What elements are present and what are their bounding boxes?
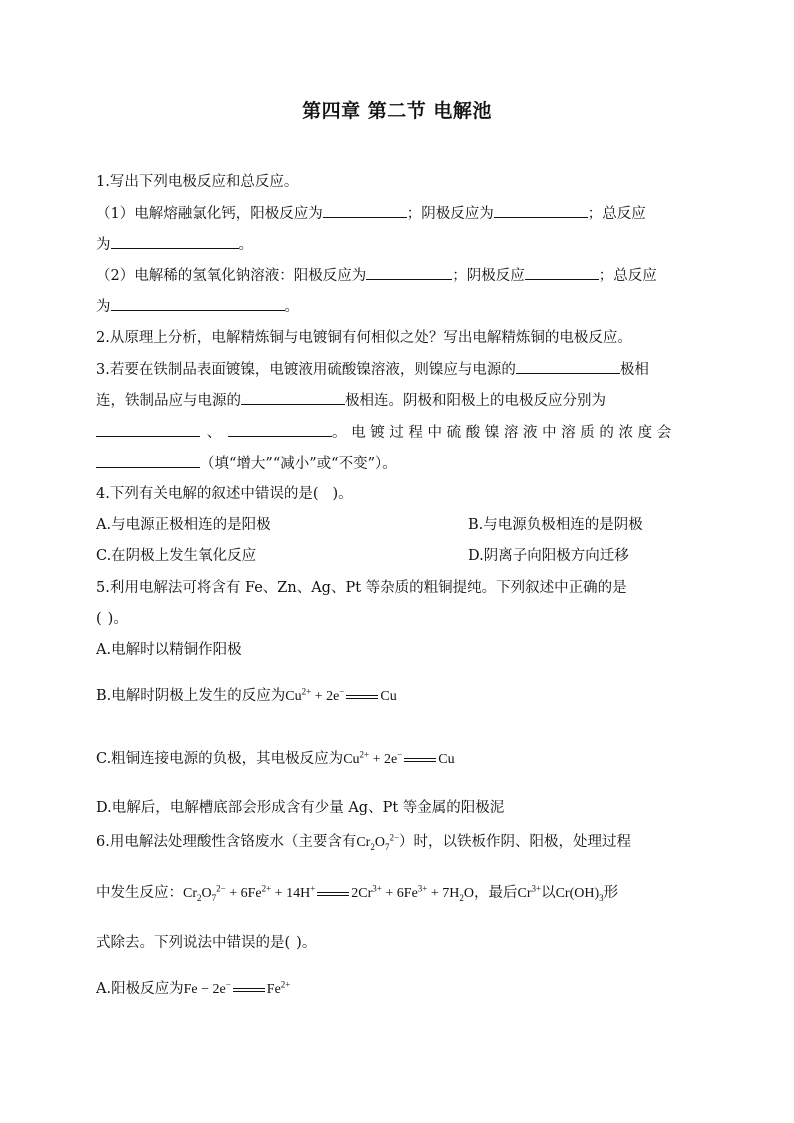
q6-option-a: [96, 979, 700, 1000]
q3-separator: 、: [206, 425, 222, 441]
formula-sub: 7: [384, 841, 390, 852]
q5-option-b-text: B.电解时阴极上发生的反应为: [96, 688, 286, 704]
formula-plus: +: [225, 886, 241, 901]
formula-croh: Cr(OH): [555, 886, 600, 901]
formula-sub: 2: [197, 892, 202, 903]
formula-electrons: + 2e: [311, 689, 340, 704]
formula-product: Cu: [438, 752, 455, 767]
q6-option-a-formula: [183, 979, 291, 997]
q6-line3: [96, 933, 700, 953]
q6-text-2a: 中发生反应：: [96, 885, 183, 901]
q3-text-2a: 连，铁制品应与电源的: [96, 393, 241, 409]
q1-part1-text-c: ；总反应: [587, 206, 646, 222]
q6-dichromate-formula: [356, 832, 400, 852]
q1-part2-text-b: ；阴极反应: [452, 268, 525, 284]
q6-text-2d: 形: [603, 885, 619, 901]
q2-stem: 2.从原理上分析，电解精炼铜与电镀铜有何相似之处？写出电解精炼铜的电极反应。: [96, 330, 632, 346]
q6-text-1a: 6.用电解法处理酸性含铬废水（主要含有: [96, 834, 357, 850]
q1-part2-total-blank[interactable]: [111, 296, 285, 311]
q1-part1-line1: [96, 203, 700, 224]
q5-paren-line: [96, 609, 700, 629]
q6-reaction-formula: [183, 883, 475, 903]
q1-part1-cathode-blank[interactable]: [494, 203, 588, 218]
equals-sign: [344, 691, 380, 703]
q3-line3: [96, 422, 700, 443]
q3-line4: [96, 453, 700, 474]
q6-cr-ion: [517, 883, 542, 901]
formula-water: 7H: [442, 886, 460, 901]
equals-sign: [231, 984, 267, 996]
formula-h: 14H: [286, 886, 311, 901]
equals-sign: [402, 754, 438, 766]
formula-o: O: [463, 886, 475, 901]
formula-charge: 3+: [372, 883, 382, 894]
q5-stem: 5.利用电解法可将含有 Fe、Zn、Ag、Pt 等杂质的粗铜提纯。下列叙述中正确的是: [96, 580, 627, 596]
formula-charge: 3+: [417, 883, 428, 894]
q3-anode-reaction-blank[interactable]: [228, 422, 332, 437]
formula-cr: Cr: [517, 886, 532, 901]
formula-fe: 6Fe: [240, 886, 262, 901]
formula-charge: 2−: [216, 883, 226, 894]
q4-option-b: B.与电源负极相连的是阴极: [468, 517, 643, 533]
q3-iron-pole-blank[interactable]: [241, 390, 345, 405]
q6-hydroxide: [556, 886, 604, 901]
formula-fe-product: 6Fe: [396, 886, 418, 901]
formula-electron-charge: −: [397, 749, 403, 760]
q1-stem: 1.写出下列电极反应和总反应。: [96, 174, 299, 190]
formula-charge: 2+: [280, 979, 291, 990]
formula-sub: 2: [370, 841, 375, 852]
q1-part2-line2: [96, 296, 700, 317]
formula-o: O: [374, 835, 385, 850]
formula-cu: Cu: [285, 689, 302, 704]
q1-part1-text-a: （1）电解熔融氯化钙，阳极反应为: [96, 206, 323, 222]
q3-text-2b: 极相连。阴极和阳极上的电极反应分别为: [345, 393, 606, 409]
q6-line1: [96, 832, 700, 853]
q6-line2: [96, 883, 700, 904]
formula-plus: +: [381, 886, 397, 901]
formula-o: O: [201, 886, 212, 901]
formula-sub: 7: [211, 892, 217, 903]
q4-stem-text: 4.下列有关电解的叙述中错误的是(: [96, 486, 319, 502]
q5-option-a: A.电解时以精铜作阳极: [96, 642, 242, 658]
q1-part1-text-b: ；阴极反应为: [406, 206, 494, 222]
q1-part2-end: 。: [284, 299, 299, 315]
equals-sign: [315, 888, 351, 900]
q1-part2-text-d: 为: [96, 299, 111, 315]
q3-text-1b: 极相: [619, 362, 649, 378]
q4-option-c: C.在阴极上发生氧化反应: [96, 548, 257, 564]
q5-option-d: D.电解后，电解槽底部会形成含有少量 Ag、Pt 等金属的阳极泥: [96, 800, 505, 816]
q3-concentration-blank[interactable]: [96, 453, 200, 468]
formula-charge: 3+: [531, 883, 542, 894]
formula-charge: +: [310, 883, 316, 894]
formula-electrons: + 2e: [369, 752, 398, 767]
formula-cr-product: 2Cr: [351, 886, 373, 901]
q5-option-c-text: C.粗铜连接电源的负极，其电极反应为: [96, 751, 344, 767]
formula-plus: +: [427, 886, 443, 901]
q6-text-3-end: )。: [296, 935, 317, 951]
formula-electron-charge: −: [225, 979, 231, 990]
formula-charge: 2−: [389, 832, 400, 843]
q6-text-2b: ，最后: [474, 885, 518, 901]
formula-electron-charge: −: [339, 686, 345, 697]
q6-option-a-text: A.阳极反应为: [96, 981, 184, 997]
q1-part2-text-c: ；总反应: [598, 268, 657, 284]
q1-part1-total-blank[interactable]: [111, 234, 239, 249]
q3-text-4b: （填“增大”“减小”或“不变”）。: [200, 456, 397, 472]
q6-text-3: 式除去。下列说法中错误的是(: [96, 935, 291, 951]
q3-line2: [96, 390, 700, 411]
formula-fe-product: Fe: [266, 982, 281, 997]
q5-paren-open: (: [96, 611, 102, 627]
q4-option-a: A.与电源正极相连的是阳极: [96, 517, 271, 533]
q5-option-b: [96, 686, 700, 707]
q3-nickel-pole-blank[interactable]: [516, 359, 620, 374]
formula-product: Cu: [380, 689, 397, 704]
q3-text-3b: 。电镀过程中硫酸镍溶液中溶质的浓度会: [332, 425, 676, 441]
q3-cathode-reaction-blank[interactable]: [96, 422, 200, 437]
q1-part1-text-d: 为: [96, 237, 111, 253]
q4-stem-end: )。: [332, 486, 353, 502]
q4-option-d: D.阴离子向阳极方向迁移: [468, 548, 629, 564]
q1-part2-cathode-blank[interactable]: [525, 265, 599, 280]
formula-cu: Cu: [343, 752, 360, 767]
formula-cr: Cr: [356, 835, 371, 850]
q1-part2-anode-blank[interactable]: [366, 265, 452, 280]
q1-part1-line2: [96, 234, 700, 255]
q4-stem: [96, 484, 700, 504]
q5-option-c-formula: [343, 749, 455, 767]
formula-sub: 2: [459, 892, 464, 903]
formula-fe-oxidation: Fe − 2e: [183, 982, 226, 997]
q1-part2-text-a: （2）电解稀的氢氧化钠溶液：阳极反应为: [96, 268, 367, 284]
q3-line1: [96, 359, 700, 380]
formula-sub: 3: [599, 892, 604, 903]
page-title: 第四章 第二节 电解池: [302, 100, 492, 122]
q5-option-c: [96, 749, 700, 770]
q1-part1-anode-blank[interactable]: [323, 203, 407, 218]
q4-options-row2: [96, 546, 700, 566]
q5-option-b-formula: [285, 686, 397, 704]
q1-part1-end: 。: [238, 237, 253, 253]
q3-text-1a: 3.若要在铁制品表面镀镍，电镀液用硫酸镍溶液，则镍应与电源的: [96, 362, 516, 378]
formula-cr: Cr: [183, 886, 197, 901]
formula-charge: 2+: [301, 686, 312, 697]
q6-text-1b: ）时，以铁板作阴、阳极，处理过程: [399, 834, 632, 850]
q6-text-2c: 以: [541, 885, 556, 901]
formula-plus: +: [271, 886, 287, 901]
q5-paren-close: )。: [107, 611, 128, 627]
q4-options-row1: [96, 515, 700, 535]
formula-charge: 2+: [261, 883, 272, 894]
q1-part2-line1: [96, 265, 700, 286]
formula-charge: 2+: [359, 749, 370, 760]
